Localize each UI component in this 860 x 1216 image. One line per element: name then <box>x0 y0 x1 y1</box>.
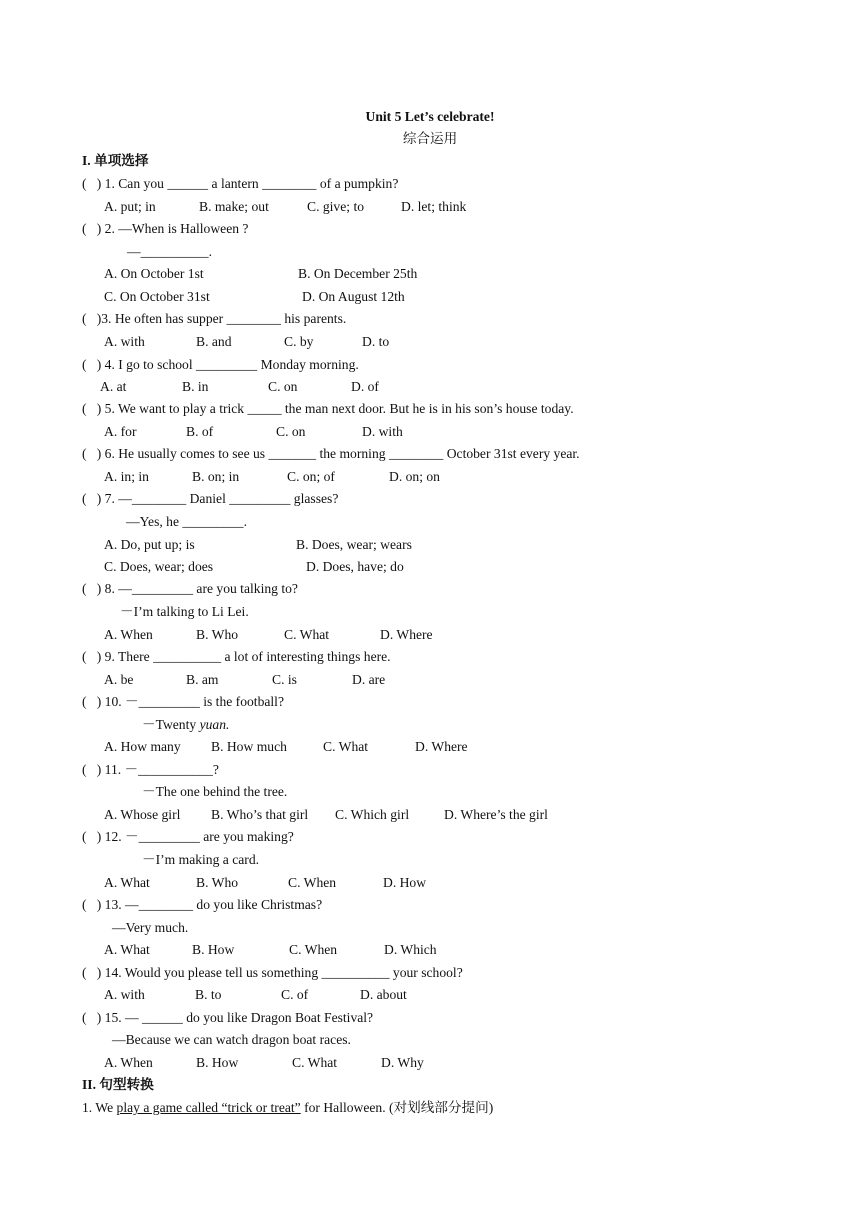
q4-option-c: C. on <box>268 379 298 394</box>
q10-answer-text: －Twenty <box>142 717 200 732</box>
q3-option-d: D. to <box>362 334 390 349</box>
question-9: ( ) 9. There __________ a lot of interesting things here. <box>82 649 391 664</box>
q3-option-c: C. by <box>284 334 314 349</box>
q7-option-c: C. Does, wear; does <box>104 559 214 574</box>
question-15: ( ) 15. — ______ do you like Dragon Boat Festival? <box>82 1010 374 1025</box>
q12-option-d: D. How <box>383 875 427 890</box>
q9-option-b: B. am <box>186 672 219 687</box>
transform-prefix: 1. We <box>82 1100 117 1115</box>
q12-option-b: B. Who <box>196 875 239 890</box>
transform-suffix: for Halloween. (对划线部分提问) <box>300 1100 494 1115</box>
section-title: 单项选择 <box>94 153 149 169</box>
q9-option-a: A. be <box>104 672 134 687</box>
q1-option-a: A. put; in <box>104 199 156 214</box>
q13-option-b: B. How <box>192 942 235 957</box>
q7-answer-line: —Yes, he _________. <box>126 514 247 529</box>
question-5: ( ) 5. We want to play a trick _____ the man next door. But he is in his son’s house today. <box>82 401 574 416</box>
section-heading-2 <box>82 1077 154 1093</box>
q7-option-d: D. Does, have; do <box>306 559 404 574</box>
question-13: ( ) 13. —________ do you like Christmas? <box>82 897 323 912</box>
q15-option-a: A. When <box>104 1055 153 1070</box>
page-subtitle: 综合运用 <box>402 131 458 147</box>
question-10: ( ) 10. －_________ is the football? <box>82 694 284 709</box>
q13-option-c: C. When <box>289 942 338 957</box>
q13-option-d: D. Which <box>384 942 437 957</box>
q6-option-b: B. on; in <box>192 469 240 484</box>
q11-option-c: C. Which girl <box>335 807 410 822</box>
q14-option-b: B. to <box>195 987 222 1002</box>
q15-answer-line: —Because we can watch dragon boat races. <box>112 1032 351 1047</box>
q2-option-d: D. On August 12th <box>302 289 405 304</box>
q10-option-c: C. What <box>323 739 369 754</box>
q6-option-c: C. on; of <box>287 469 335 484</box>
q5-option-c: C. on <box>276 424 306 439</box>
q4-option-d: D. of <box>351 379 379 394</box>
q15-option-b: B. How <box>196 1055 239 1070</box>
q2-option-a: A. On October 1st <box>104 266 204 281</box>
transform-item-1 <box>82 1100 493 1116</box>
page-title: Unit 5 Let’s celebrate! <box>365 109 495 124</box>
q10-option-d: D. Where <box>415 739 468 754</box>
q5-option-a: A. for <box>104 424 137 439</box>
q8-option-a: A. When <box>104 627 153 642</box>
q6-option-d: D. on; on <box>389 469 440 484</box>
q3-option-b: B. and <box>196 334 232 349</box>
q10-option-b: B. How much <box>211 739 287 754</box>
q9-option-c: C. is <box>272 672 297 687</box>
q2-answer-line: —__________. <box>127 244 212 259</box>
question-6: ( ) 6. He usually comes to see us _______ the morning ________ October 31st every year. <box>82 446 580 461</box>
question-2: ( ) 2. —When is Halloween ? <box>82 221 249 236</box>
q11-option-d: D. Where’s the girl <box>444 807 548 822</box>
q8-option-c: C. What <box>284 627 330 642</box>
q11-answer-line: －The one behind the tree. <box>142 784 288 799</box>
question-8: ( ) 8. —_________ are you talking to? <box>82 581 298 596</box>
q7-option-b: B. Does, wear; wears <box>296 537 412 552</box>
q7-option-a: A. Do, put up; is <box>104 537 195 552</box>
q5-option-b: B. of <box>186 424 214 439</box>
q12-option-a: A. What <box>104 875 150 890</box>
transform-underlined: play a game called “trick or treat” <box>116 1100 301 1115</box>
q4-option-a: A. at <box>100 379 127 394</box>
q12-answer-line: －I’m making a card. <box>142 852 260 867</box>
q10-answer-italic: yuan. <box>199 717 230 732</box>
section-title: 句型转换 <box>99 1077 154 1093</box>
q5-option-d: D. with <box>362 424 403 439</box>
q13-answer-line: —Very much. <box>112 920 189 935</box>
q12-option-c: C. When <box>288 875 337 890</box>
q11-option-b: B. Who’s that girl <box>211 807 309 822</box>
question-1: ( ) 1. Can you ______ a lantern ________ of a pumpkin? <box>82 176 399 191</box>
q14-option-d: D. about <box>360 987 407 1002</box>
q10-option-a: A. How many <box>104 739 181 754</box>
q4-option-b: B. in <box>182 379 209 394</box>
q6-option-a: A. in; in <box>104 469 149 484</box>
question-14: ( ) 14. Would you please tell us something __________ your school? <box>82 965 463 980</box>
question-4: ( ) 4. I go to school _________ Monday morning. <box>82 357 359 372</box>
q1-option-b: B. make; out <box>199 199 269 214</box>
section-number: II. <box>82 1077 96 1092</box>
q9-option-d: D. are <box>352 672 386 687</box>
section-heading-1 <box>82 153 148 169</box>
q1-option-c: C. give; to <box>307 199 365 214</box>
q15-option-c: C. What <box>292 1055 338 1070</box>
q14-option-c: C. of <box>281 987 309 1002</box>
question-11: ( ) 11. －___________? <box>82 762 219 777</box>
q2-option-c: C. On October 31st <box>104 289 210 304</box>
q8-option-d: D. Where <box>380 627 433 642</box>
q10-answer-line <box>142 717 229 733</box>
q2-option-b: B. On December 25th <box>298 266 418 281</box>
section-number: I. <box>82 153 91 168</box>
q3-option-a: A. with <box>104 334 145 349</box>
q8-option-b: B. Who <box>196 627 239 642</box>
q8-answer-line: －I’m talking to Li Lei. <box>120 604 249 619</box>
q14-option-a: A. with <box>104 987 145 1002</box>
question-3: ( )3. He often has supper ________ his parents. <box>82 311 347 326</box>
q1-option-d: D. let; think <box>401 199 467 214</box>
q13-option-a: A. What <box>104 942 150 957</box>
question-7: ( ) 7. —________ Daniel _________ glasses? <box>82 491 339 506</box>
question-12: ( ) 12. －_________ are you making? <box>82 829 294 844</box>
q15-option-d: D. Why <box>381 1055 424 1070</box>
q11-option-a: A. Whose girl <box>104 807 181 822</box>
